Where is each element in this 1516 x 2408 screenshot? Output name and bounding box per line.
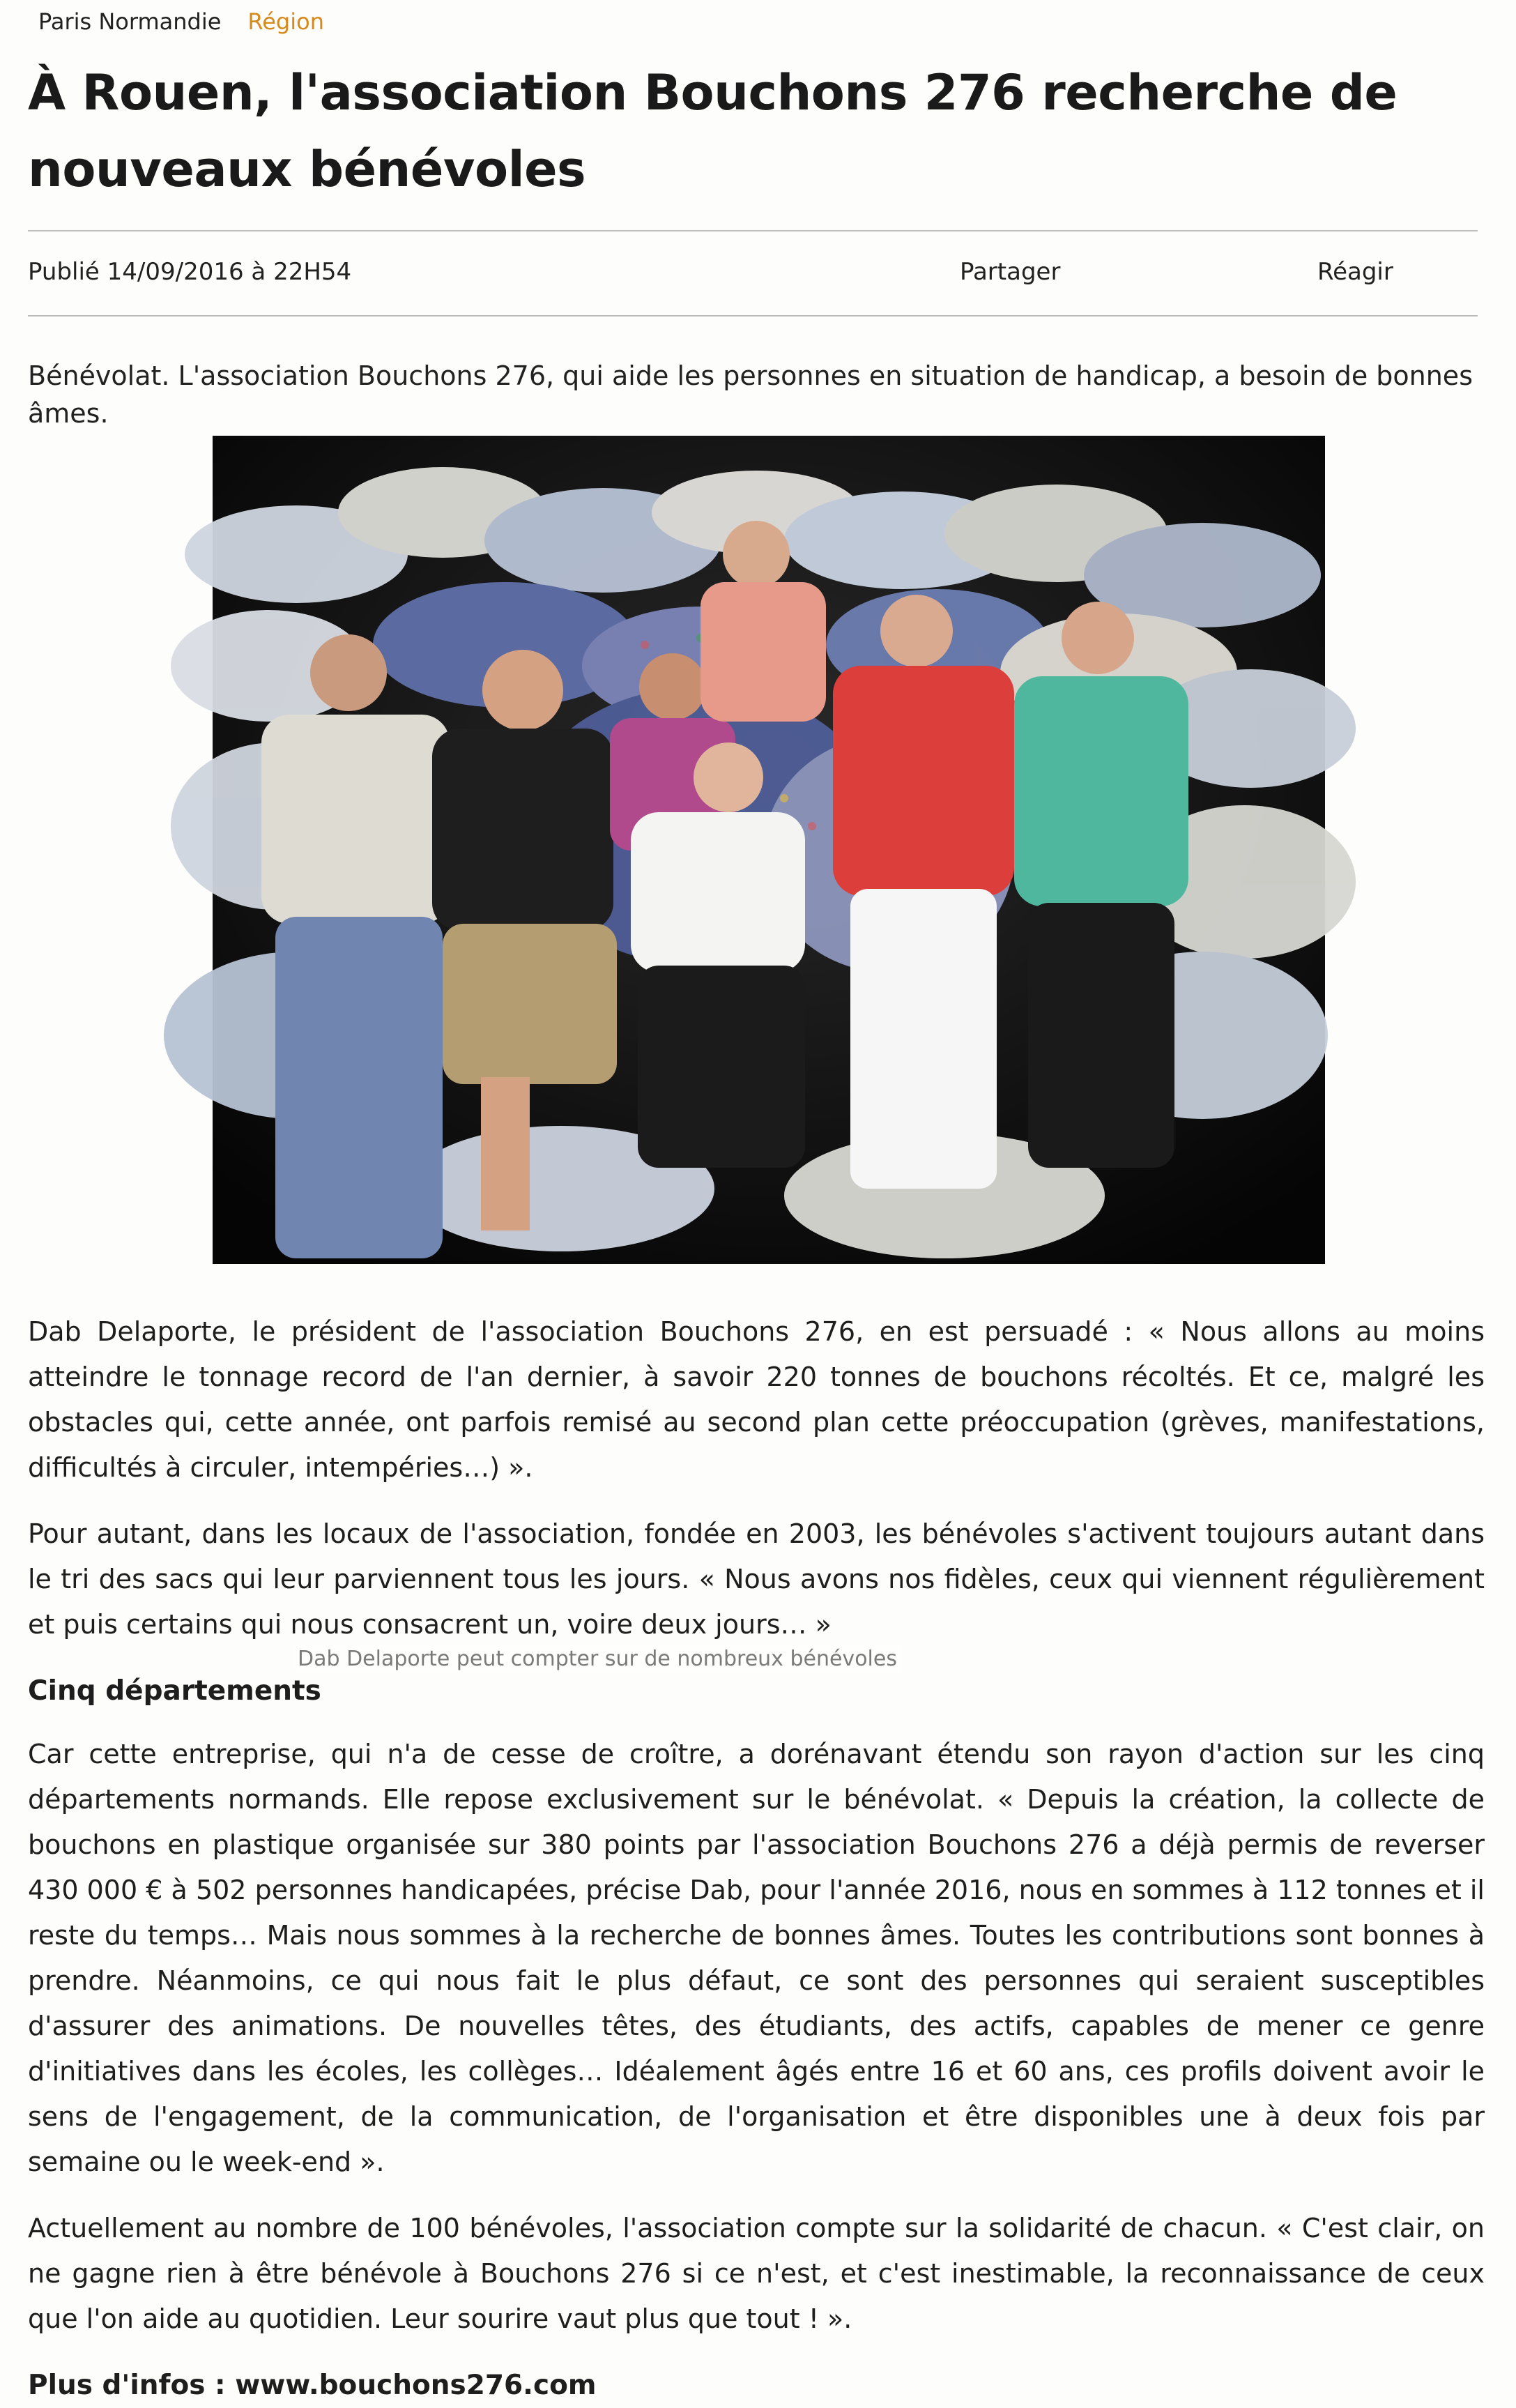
divider-top — [28, 230, 1478, 231]
react-button[interactable]: Réagir — [1317, 258, 1393, 286]
photo-caption: Dab Delaporte peut compter sur de nombreux bénévoles — [295, 1645, 900, 1672]
paragraph-4: Actuellement au nombre de 100 bénévoles, l'association compte sur la solidarité de chacun. « C'est clair, on ne gagne rien à être bénévole à Bouchons 276 si ce n'est, et c'est inestimable, la reconnaissance de ceux que l'on aide au quotidien. Leur sourire vaut plus que tout ! ». — [28, 2213, 1485, 2334]
more-info-link[interactable]: Plus d'infos : www.bouchons276.com — [28, 2370, 597, 2401]
share-button[interactable]: Partager — [960, 258, 1061, 286]
paragraph-2: Pour autant, dans les locaux de l'association, fondée en 2003, les bénévoles s'activent toujours autant dans le tri des sacs qui leur parviennent tous les jours. « Nous avons nos fidèles, ceux qui viennent régulièrement et puis certains qui nous consacrent un, voire deux jours… » — [28, 1518, 1485, 1640]
divider-bottom — [28, 315, 1478, 317]
person-1 — [261, 634, 450, 1258]
top-navigation — [38, 8, 324, 35]
site-name-link[interactable]: Paris Normandie — [38, 8, 222, 35]
volunteers-photo-illustration — [213, 436, 1325, 1264]
paragraph-3: Car cette entreprise, qui n'a de cesse de croître, a dorénavant étendu son rayon d'action sur les cinq départements normands. Elle repose exclusivement sur le bénévolat. « Depuis la création, la collecte de bouchons en plastique organisée sur 380 points par l'association Bouchons 276 a déjà permis de reverser 430 000 € à 502 personnes handicapées, précise Dab, pour l'année 2016, nous en sommes à 112 tonnes et il reste du temps… Mais nous sommes à la recherche de bonnes âmes. Toutes les contributions sont bonnes à prendre. Néanmoins, ce qui nous fait le plus défaut, ce sont des personnes qui seraient susceptibles d'assurer des animations. De nouvelles têtes, des étudiants, des actifs, capables de mener ce genre d'initiatives dans les écoles, les collèges… Idéalement âgés entre 16 et 60 ans, ces profils doivent avoir le sens de l'engagement, de la communication, de l'organisation et être disponibles une à deux fois par semaine ou le week-end ». — [28, 1739, 1485, 2177]
person-7 — [1014, 602, 1188, 1168]
section-link-region[interactable]: Région — [247, 8, 324, 35]
paragraph-1: Dab Delaporte, le président de l'association Bouchons 276, en est persuadé : « Nous allons au moins atteindre le tonnage record de l'an dernier, à savoir 220 tonnes de bouchons récoltés. Et ce, malgré les obstacles qui, cette année, ont parfois remisé au second plan cette préoccupation (grèves, manifestations, difficultés à circuler, intempéries…) ». — [28, 1316, 1485, 1483]
article-body — [28, 1309, 1485, 2408]
article-meta-bar — [28, 258, 1478, 293]
person-6 — [833, 595, 1014, 1189]
publish-date: Publié 14/09/2016 à 22H54 — [28, 258, 352, 286]
subheading: Cinq départements — [28, 1675, 321, 1707]
article-lead: Bénévolat. L'association Bouchons 276, qui aide les personnes en situation de handicap, a besoin de bonnes âmes. — [28, 360, 1473, 429]
article-title: À Rouen, l'association Bouchons 276 recherche de nouveaux bénévoles — [28, 64, 1398, 198]
